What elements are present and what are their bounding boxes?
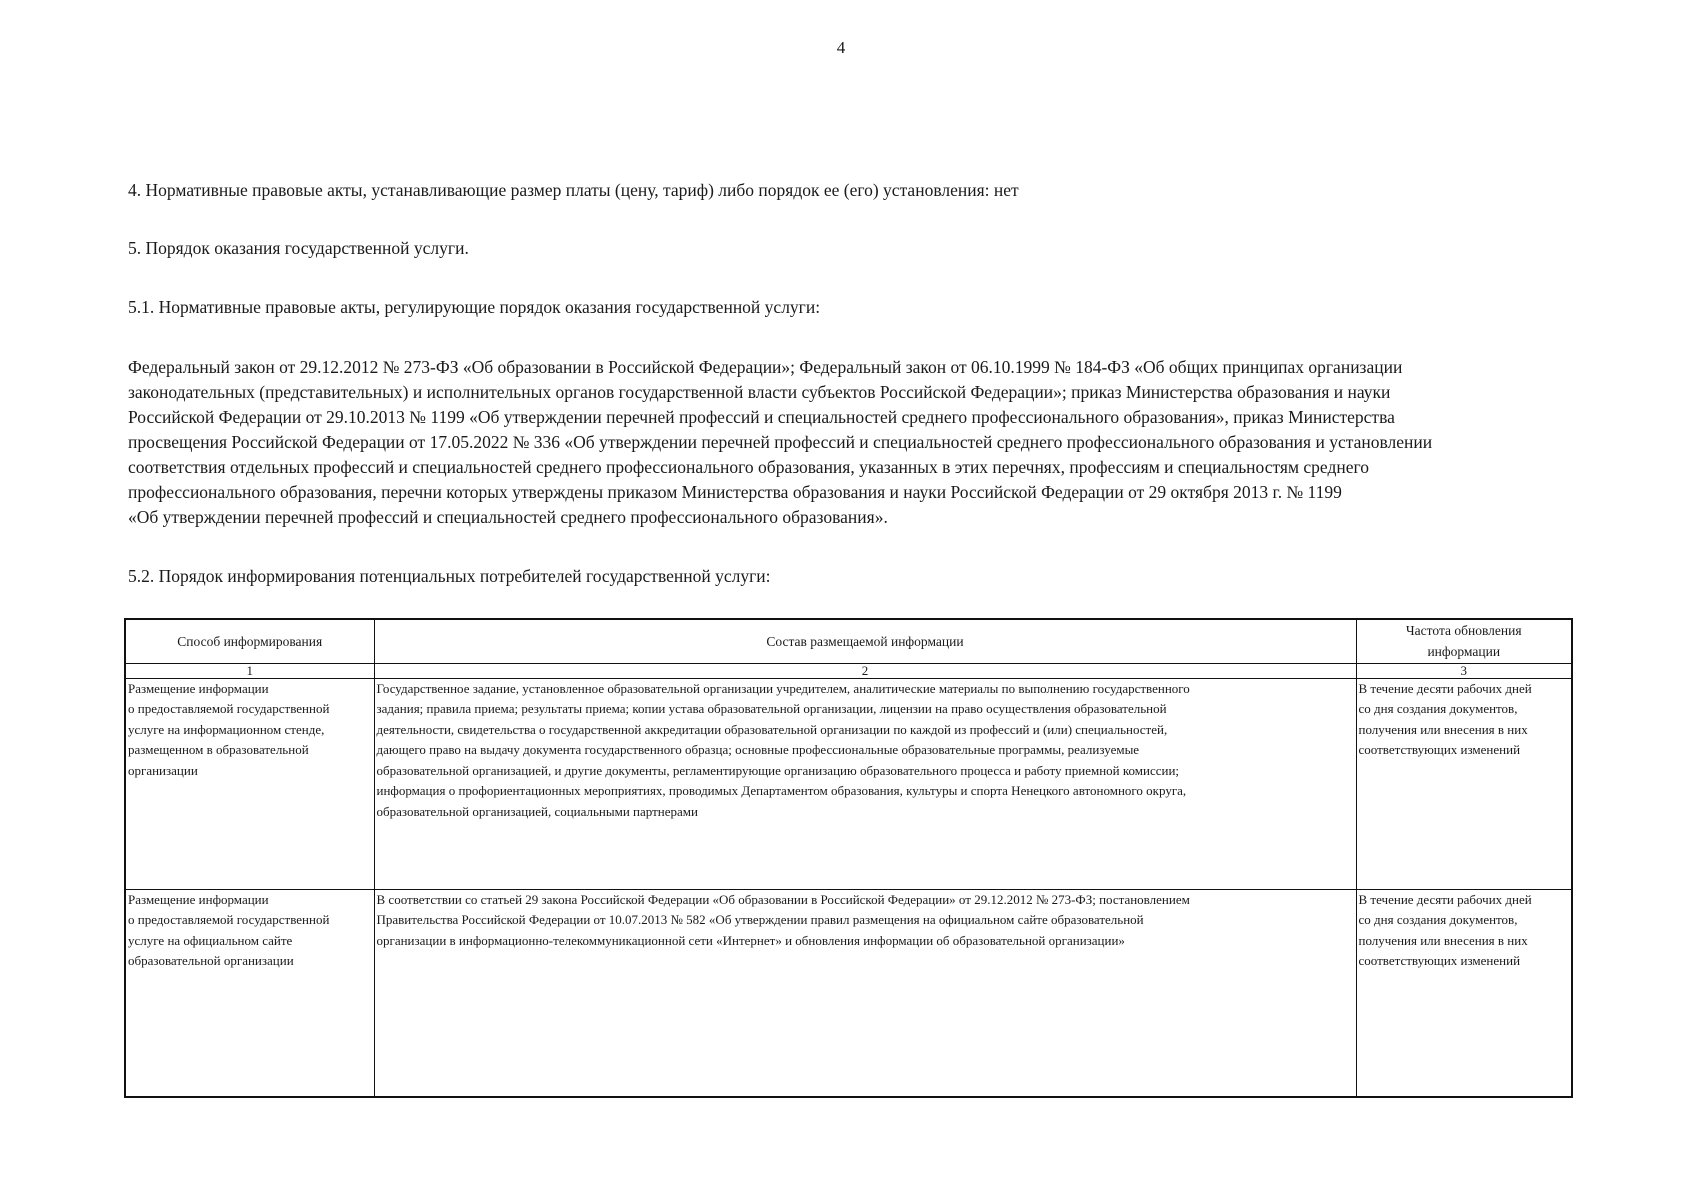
column-number: 2 [374,663,1356,678]
text-line: «Об утверждении перечней профессий и специальностей среднего профессионального образования». [128,507,888,527]
section-4-heading: 4. Нормативные правовые акты, устанавливающие размер платы (цену, тариф) либо порядок ее (его) установления: нет [128,180,1019,200]
header-frequency-line: информации [1427,644,1501,660]
frequency-cell [1356,889,1572,1097]
text-line: Российской Федерации от 29.10.2013 № 1199 «Об утверждении перечней профессий и специальностей среднего профессионального образования», приказ Министерства [128,407,1395,427]
information-table [124,618,1573,1098]
cell-line: Размещение информации [128,891,269,907]
cell-line: получения или внесения в них [1358,721,1528,737]
cell-line: услуге на официальном сайте [128,932,293,948]
cell-line: со дня создания документов, [1358,912,1518,927]
column-number-row [125,663,1572,678]
cell-line: деятельности, свидетельства о государственной аккредитации образовательной организации по каждой из профессий и (или) специальностей, [376,721,1168,737]
frequency-cell [1356,678,1572,889]
cell-line: услуге на информационном стенде, [128,721,325,737]
table-row [125,889,1572,1097]
text-line: соответствия отдельных профессий и специальностей среднего профессионального образования, указанных в этих перечнях, профессиям и специальностям среднего [128,457,1369,477]
cell-line: задания; правила приема; результаты приема; копии устава образовательной организации, лицензии на право осуществления образовательной [376,701,1167,716]
section-5-1-text [128,355,1432,530]
cell-line: В соответствии со статьей 29 закона Российской Федерации «Об образовании в Российской Федерации» от 29.12.2012 № 273-ФЗ; постановлением [376,891,1190,907]
cell-line: размещенном в образовательной [128,742,309,757]
cell-line: получения или внесения в них [1358,932,1528,948]
header-method: Способ информирования [125,619,374,663]
section-5-2-heading: 5.2. Порядок информирования потенциальных потребителей государственной услуги: [128,566,771,586]
section-5-1-heading: 5.1. Нормативные правовые акты, регулирующие порядок оказания государственной услуги: [128,297,821,317]
cell-line: образовательной организацией, и другие документы, регламентирующие организацию образовательного процесса и работу приемной комиссии; [376,762,1180,778]
cell-line: соответствующих изменений [1358,742,1521,757]
content-cell [374,889,1356,1097]
cell-line: информация о профориентационных мероприятиях, проводимых Департаментом образования, культуры и спорта Ненецкого автономного округа, [376,783,1187,798]
cell-line: В течение десяти рабочих дней [1358,680,1532,696]
header-frequency-line: Частота обновления [1405,623,1522,639]
cell-line: организации в информационно-телекоммуникационной сети «Интернет» и обновления информации об образовательной организации» [376,932,1125,948]
text-line: законодательных (представительных) и исполнительных органов государственной власти субъектов Российской Федерации»; приказ Министерства образования и науки [128,382,1391,402]
cell-line: со дня создания документов, [1358,701,1518,716]
cell-line: Государственное задание, установленное образовательной организации учредителем, аналитические материалы по выполнению государственного [376,680,1190,696]
cell-line: В течение десяти рабочих дней [1358,891,1532,907]
method-cell [125,889,374,1097]
text-line: просвещения Российской Федерации от 17.05.2022 № 336 «Об утверждении перечней профессий и специальностей среднего профессионального образования и установлении [128,432,1433,452]
method-cell [125,678,374,889]
cell-line: образовательной организации [128,953,294,968]
table-row [125,678,1572,889]
text-line: профессионального образования, перечни которых утверждены приказом Министерства образования и науки Российской Федерации от 29 октября 2013 г. № 1199 [128,482,1342,502]
header-frequency [1356,619,1572,663]
cell-line: Правительства Российской Федерации от 10.07.2013 № 582 «Об утверждении правил размещения на официальном сайте образовательной [376,912,1144,927]
cell-line: Размещение информации [128,680,269,696]
text-line: Федеральный закон от 29.12.2012 № 273-ФЗ «Об образовании в Российской Федерации»; Федеральный закон от 06.10.1999 № 184-ФЗ «Об общих принципах организации [128,357,1403,377]
cell-line: о предоставляемой государственной [128,701,330,716]
section-5-heading: 5. Порядок оказания государственной услуги. [128,238,469,258]
cell-line: соответствующих изменений [1358,953,1521,968]
cell-line: о предоставляемой государственной [128,912,330,927]
table-header-row [125,619,1572,663]
cell-line: образовательной организацией, социальными партнерами [376,803,698,819]
header-content: Состав размещаемой информации [374,619,1356,663]
content-cell [374,678,1356,889]
page-number: 4 [836,38,846,57]
cell-line: организации [128,762,198,778]
cell-line: дающего право на выдачу документа государственного образца; основные профессиональные образовательные программы, реализуемые [376,742,1140,757]
column-number: 3 [1356,663,1572,678]
column-number: 1 [125,663,374,678]
